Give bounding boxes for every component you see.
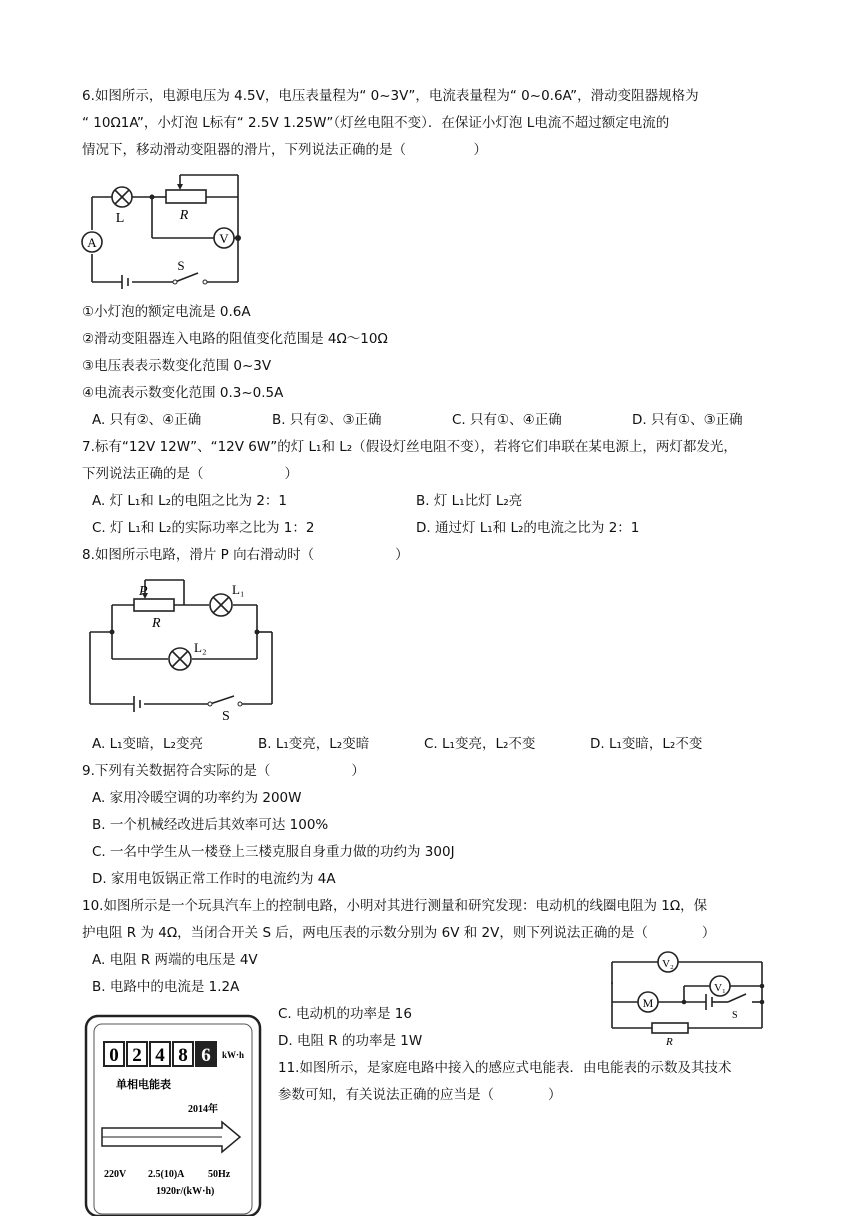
svg-text:A: A bbox=[87, 235, 97, 250]
voltmeter2-icon bbox=[658, 952, 678, 972]
q10-line2: 护电阻 R 为 4Ω，当闭合开关 S 后，两电压表的示数分别为 6V 和 2V，则下列说法正确的是（ ） bbox=[82, 925, 716, 941]
q11-line2: 参数可知，有关说法正确的应当是（ ） bbox=[278, 1087, 562, 1103]
svg-text:V: V bbox=[219, 231, 229, 246]
q9-option-b: B. 一个机械经改进后其效率可达 100% bbox=[92, 817, 329, 833]
motor-icon bbox=[638, 992, 658, 1012]
q6-statement-2: ②滑动变阻器连入电路的阻值变化范围是 4Ω～10Ω bbox=[82, 331, 388, 347]
q9-option-d: D. 家用电饭锅正常工作时的电流约为 4A bbox=[92, 871, 336, 887]
meter-digits bbox=[104, 1042, 216, 1066]
q10-option-b: B. 电路中的电流是 1.2A bbox=[92, 979, 240, 995]
svg-text:V₁: V₁ bbox=[714, 982, 726, 994]
q6-statement-1: ①小灯泡的额定电流是 0.6A bbox=[82, 304, 251, 320]
q7-option-a: A. 灯 L₁和 L₂的电阻之比为 2：1 bbox=[92, 493, 287, 509]
meter-unit: kW·h bbox=[222, 1050, 245, 1060]
meter-voltage: 220V bbox=[104, 1169, 127, 1180]
meter-name: 单相电能表 bbox=[116, 1079, 171, 1091]
q6-line1: 6.如图所示，电源电压为 4.5V，电压表量程为“ 0~3V”，电流表量程为“ 0~0.6A”，滑动变阻器规格为 bbox=[82, 88, 699, 104]
q6-option-d: D. 只有①、③正确 bbox=[632, 412, 743, 428]
svg-text:0: 0 bbox=[109, 1045, 119, 1066]
switch-label: S bbox=[177, 258, 185, 273]
voltmeter-icon bbox=[214, 228, 234, 248]
svg-text:4: 4 bbox=[155, 1045, 165, 1066]
q6-line2: “ 10Ω1A”，小灯泡 L标有“ 2.5V 1.25W”（灯丝电阻不变）．在保证小灯泡 L电流不超过额定电流的 bbox=[82, 115, 670, 131]
q8-option-b: B. L₁变亮，L₂变暗 bbox=[258, 736, 370, 752]
q7-option-c: C. 灯 L₁和 L₂的实际功率之比为 1：2 bbox=[92, 520, 315, 536]
switch-label: S bbox=[222, 709, 230, 724]
svg-text:6: 6 bbox=[201, 1045, 211, 1066]
lamp1-label: L₁ bbox=[232, 582, 245, 597]
svg-text:2: 2 bbox=[132, 1045, 142, 1066]
q9-option-c: C. 一名中学生从一楼登上三楼克服自身重力做的功约为 300J bbox=[92, 844, 455, 860]
meter-frequency: 50Hz bbox=[208, 1169, 231, 1180]
q10-option-a: A. 电阻 R 两端的电压是 4V bbox=[92, 952, 258, 968]
svg-text:V₂: V₂ bbox=[662, 958, 674, 970]
svg-text:M: M bbox=[642, 996, 654, 1010]
meter-revolutions: 1920r/(kW·h) bbox=[156, 1186, 215, 1197]
q7-option-b: B. 灯 L₁比灯 L₂亮 bbox=[416, 493, 523, 509]
svg-text:8: 8 bbox=[178, 1045, 188, 1066]
q8-option-d: D. L₁变暗，L₂不变 bbox=[590, 736, 703, 752]
ammeter-icon bbox=[82, 232, 102, 252]
q6-line3: 情况下，移动滑动变阻器的滑片，下列说法正确的是（ ） bbox=[82, 142, 487, 158]
q8-option-c: C. L₁变亮，L₂不变 bbox=[424, 736, 536, 752]
voltmeter1-icon bbox=[710, 976, 730, 996]
q9-line1: 9.下列有关数据符合实际的是（ ） bbox=[82, 763, 365, 779]
resistor-label: R bbox=[666, 1036, 673, 1048]
meter-current: 2.5(10)A bbox=[148, 1169, 185, 1180]
q7-option-d: D. 通过灯 L₁和 L₂的电流之比为 2：1 bbox=[416, 520, 640, 536]
lamp1-icon bbox=[210, 594, 232, 616]
rheostat-label: R bbox=[152, 616, 161, 631]
q10-option-c: C. 电动机的功率是 16 bbox=[278, 1006, 412, 1022]
rheostat-label: R bbox=[179, 208, 189, 223]
q8-option-a: A. L₁变暗，L₂变亮 bbox=[92, 736, 203, 752]
lamp2-icon bbox=[169, 648, 191, 670]
meter-year: 2014年 bbox=[188, 1104, 218, 1115]
q8-circuit-diagram bbox=[82, 572, 282, 724]
q6-statement-3: ③电压表表示数变化范围 0~3V bbox=[82, 358, 272, 374]
switch-label: S bbox=[732, 1010, 738, 1021]
q11-line1: 11.如图所示，是家庭电路中接入的感应式电能表．由电能表的示数及其技术 bbox=[278, 1060, 732, 1076]
q8-line1: 8.如图所示电路，滑片 P 向右滑动时（ ） bbox=[82, 547, 409, 563]
q6-option-b: B. 只有②、③正确 bbox=[272, 412, 382, 428]
lamp2-label: L₂ bbox=[194, 640, 207, 655]
q10-line1: 10.如图所示是一个玩具汽车上的控制电路，小明对其进行测量和研究发现：电动机的线圈电阻为 1Ω，保 bbox=[82, 898, 708, 914]
slider-label: P bbox=[139, 584, 148, 599]
q6-circuit-diagram bbox=[80, 170, 250, 288]
lamp-icon bbox=[112, 187, 132, 207]
q7-line1: 7.标有“12V 12W”、“12V 6W”的灯 L₁和 L₂（假设灯丝电阻不变），若将它们串联在某电源上，两灯都发光， bbox=[82, 439, 737, 455]
q9-option-a: A. 家用冷暖空调的功率约为 200W bbox=[92, 790, 302, 806]
lamp-label: L bbox=[115, 211, 125, 226]
rheostat-slider-arrow-icon bbox=[177, 184, 183, 190]
q7-line2: 下列说法正确的是（ ） bbox=[82, 466, 298, 482]
q10-option-d: D. 电阻 R 的功率是 1W bbox=[278, 1033, 423, 1049]
energy-meter-image bbox=[82, 1012, 266, 1216]
q6-statement-4: ④电流表示数变化范围 0.3~0.5A bbox=[82, 385, 284, 401]
q10-circuit-diagram bbox=[606, 948, 770, 1048]
q6-option-a: A. 只有②、④正确 bbox=[92, 412, 202, 428]
q6-option-c: C. 只有①、④正确 bbox=[452, 412, 562, 428]
